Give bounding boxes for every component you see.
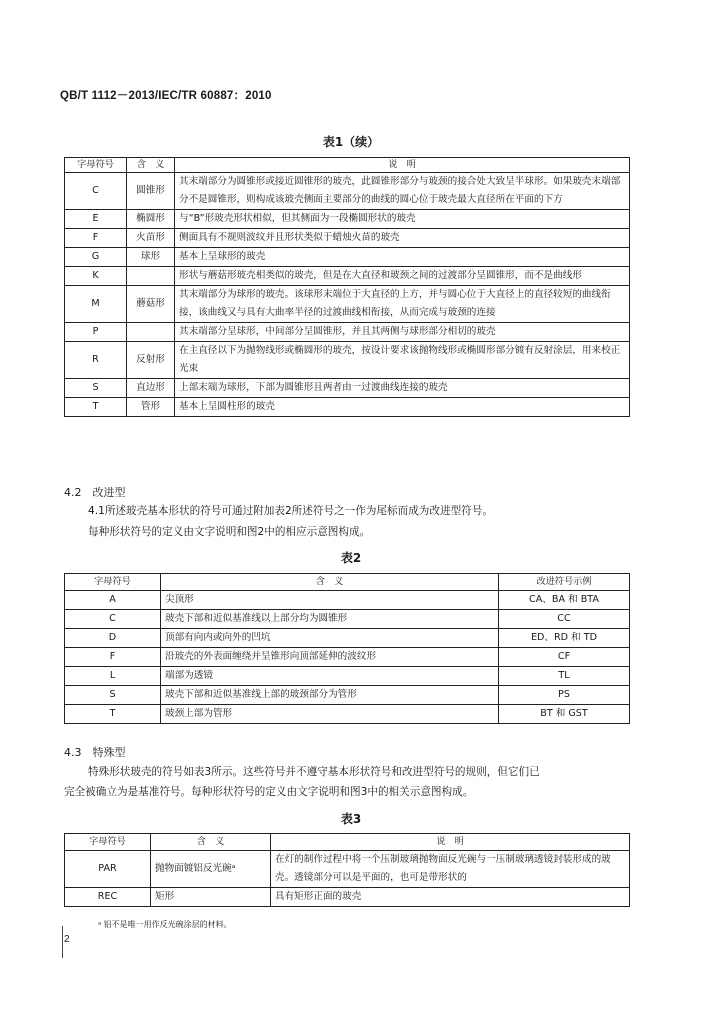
meaning-cell: 反射形 xyxy=(127,342,175,379)
page-number: 2 xyxy=(64,934,70,945)
table1-header-symbol: 字母符号 xyxy=(65,158,127,173)
meaning-cell: 尖顶形 xyxy=(161,591,499,610)
meaning-cell: 顶部有向内或向外的凹坑 xyxy=(161,629,499,648)
table-row xyxy=(65,705,630,724)
section-4-2-title: 4.2 改进型 xyxy=(64,486,126,499)
example-cell: CA、BA 和 BTA xyxy=(499,591,630,610)
meaning-cell: 蘑菇形 xyxy=(127,286,175,323)
symbol-cell: G xyxy=(65,248,127,267)
symbol-cell: S xyxy=(65,686,161,705)
symbol-cell: F xyxy=(65,229,127,248)
meaning-cell: 椭圆形 xyxy=(127,210,175,229)
table-row xyxy=(65,667,630,686)
table-row xyxy=(65,398,630,417)
meaning-cell: 直边形 xyxy=(127,379,175,398)
table2 xyxy=(64,573,630,724)
example-cell: CC xyxy=(499,610,630,629)
symbol-cell: T xyxy=(65,398,127,417)
table-row xyxy=(65,210,630,229)
table-row xyxy=(65,342,630,379)
symbol-cell: PAR xyxy=(65,851,151,888)
meaning-cell: 球形 xyxy=(127,248,175,267)
symbol-cell: L xyxy=(65,667,161,686)
description-cell: 具有矩形正面的玻壳 xyxy=(271,888,630,907)
table-row xyxy=(65,267,630,286)
meaning-cell: 沿玻壳的外表面缠绕并呈锥形向顶部延伸的波纹形 xyxy=(161,648,499,667)
meaning-cell: 端部为透镜 xyxy=(161,667,499,686)
symbol-cell: P xyxy=(65,323,127,342)
symbol-cell: REC xyxy=(65,888,151,907)
symbol-cell: E xyxy=(65,210,127,229)
table-row xyxy=(65,286,630,323)
symbol-cell: K xyxy=(65,267,127,286)
example-cell: CF xyxy=(499,648,630,667)
section-4-3-para1: 特殊形状玻壳的符号如表3所示。这些符号并不遵守基本形状符号和改进型符号的规则，但它们已 xyxy=(88,766,540,778)
example-cell: PS xyxy=(499,686,630,705)
symbol-cell: C xyxy=(65,610,161,629)
symbol-cell: C xyxy=(65,173,127,210)
description-cell: 上部末端为球形，下部为圆锥形且两者由一过渡曲线连接的玻壳 xyxy=(175,379,630,398)
description-cell: 其末端部分为球形的玻壳。该球形末端位于大直径的上方，并与圆心位于大直径上的直径较短的曲线衔接，该曲线又与具有大曲率半径的过渡曲线相衔接，从而完成与玻颈的连接 xyxy=(175,286,630,323)
meaning-cell: 管形 xyxy=(127,398,175,417)
table2-caption: 表2 xyxy=(340,551,362,565)
table3-header-desc: 说 明 xyxy=(271,834,630,851)
table-row xyxy=(65,591,630,610)
table3 xyxy=(64,833,630,907)
table-row xyxy=(65,248,630,267)
meaning-cell: 抛物面镀铝反光碗ᵃ xyxy=(151,851,271,888)
symbol-cell: M xyxy=(65,286,127,323)
section-4-3-para2: 完全被确立为是基准符号。每种形状符号的定义由文字说明和图3中的相关示意图构成。 xyxy=(64,786,474,798)
table1-header-desc: 说 明 xyxy=(175,158,630,173)
table-row xyxy=(65,686,630,705)
table2-header-example: 改进符号示例 xyxy=(499,574,630,591)
symbol-cell: D xyxy=(65,629,161,648)
description-cell: 其末端部分呈球形，中间部分呈圆锥形，并且其两侧与球形部分相切的玻壳 xyxy=(175,323,630,342)
table2-header-meaning: 含 义 xyxy=(161,574,499,591)
meaning-cell: 玻壳下部和近似基准线以上部分均为圆锥形 xyxy=(161,610,499,629)
symbol-cell: A xyxy=(65,591,161,610)
description-cell: 基本上呈球形的玻壳 xyxy=(175,248,630,267)
table3-footnote: ᵃ 铝不是唯一用作反光碗涂层的材料。 xyxy=(98,920,232,929)
description-cell: 侧面具有不规则波纹并且形状类似于蜡烛火苗的玻壳 xyxy=(175,229,630,248)
description-cell: 在主直径以下为抛物线形或椭圆形的玻壳，按设计要求该抛物线形或椭圆形部分镀有反射涂层，用来校正光束 xyxy=(175,342,630,379)
description-cell: 形状与蘑菇形玻壳相类似的玻壳，但是在大直径和玻颈之间的过渡部分呈圆锥形，而不是曲线形 xyxy=(175,267,630,286)
table-row xyxy=(65,379,630,398)
table3-header-symbol: 字母符号 xyxy=(65,834,151,851)
example-cell: ED、RD 和 TD xyxy=(499,629,630,648)
table1-header-meaning: 含 义 xyxy=(127,158,175,173)
table3-header-meaning: 含 义 xyxy=(151,834,271,851)
table-row xyxy=(65,323,630,342)
example-cell: TL xyxy=(499,667,630,686)
symbol-cell: S xyxy=(65,379,127,398)
description-cell: 其末端部分为圆锥形或接近圆锥形的玻壳，此圆锥形部分与玻颈的接合处大致呈半球形。如果玻壳末端部分不是圆锥形，则构成该玻壳侧面主要部分的曲线的圆心位于玻壳最大直径所在平面的下方 xyxy=(175,173,630,210)
meaning-cell: 矩形 xyxy=(151,888,271,907)
table-row xyxy=(65,173,630,210)
section-4-2-para1: 4.1所述玻壳基本形状的符号可通过附加表2所述符号之一作为尾标而成为改进型符号。 xyxy=(88,505,493,517)
meaning-cell: 玻壳下部和近似基准线上部的玻颈部分为管形 xyxy=(161,686,499,705)
meaning-cell xyxy=(127,267,175,286)
meaning-cell xyxy=(127,323,175,342)
table1 xyxy=(64,157,630,417)
symbol-cell: R xyxy=(65,342,127,379)
table1-caption: 表1（续） xyxy=(322,135,380,149)
description-cell: 与“B”形玻壳形状相似，但其侧面为一段椭圆形状的玻壳 xyxy=(175,210,630,229)
example-cell: BT 和 GST xyxy=(499,705,630,724)
margin-line xyxy=(62,926,63,958)
symbol-cell: T xyxy=(65,705,161,724)
description-cell: 在灯的制作过程中将一个压制玻璃抛物面反光碗与一压制玻璃透镜封装形成的玻壳。透镜部分可以是平面的，也可是带形状的 xyxy=(271,851,630,888)
table2-header-symbol: 字母符号 xyxy=(65,574,161,591)
document-header: QB/T 1112－2013/IEC/TR 60887：2010 xyxy=(60,90,272,102)
meaning-cell: 圆锥形 xyxy=(127,173,175,210)
meaning-cell: 玻颈上部为管形 xyxy=(161,705,499,724)
table-row xyxy=(65,629,630,648)
table-row xyxy=(65,851,630,888)
table-row xyxy=(65,888,630,907)
table-row xyxy=(65,610,630,629)
meaning-cell: 火苗形 xyxy=(127,229,175,248)
description-cell: 基本上呈圆柱形的玻壳 xyxy=(175,398,630,417)
table-row xyxy=(65,648,630,667)
section-4-3-title: 4.3 特殊型 xyxy=(64,746,126,759)
table-row xyxy=(65,229,630,248)
section-4-2-para2: 每种形状符号的定义由文字说明和图2中的相应示意图构成。 xyxy=(88,526,371,538)
symbol-cell: F xyxy=(65,648,161,667)
table3-caption: 表3 xyxy=(340,812,362,826)
